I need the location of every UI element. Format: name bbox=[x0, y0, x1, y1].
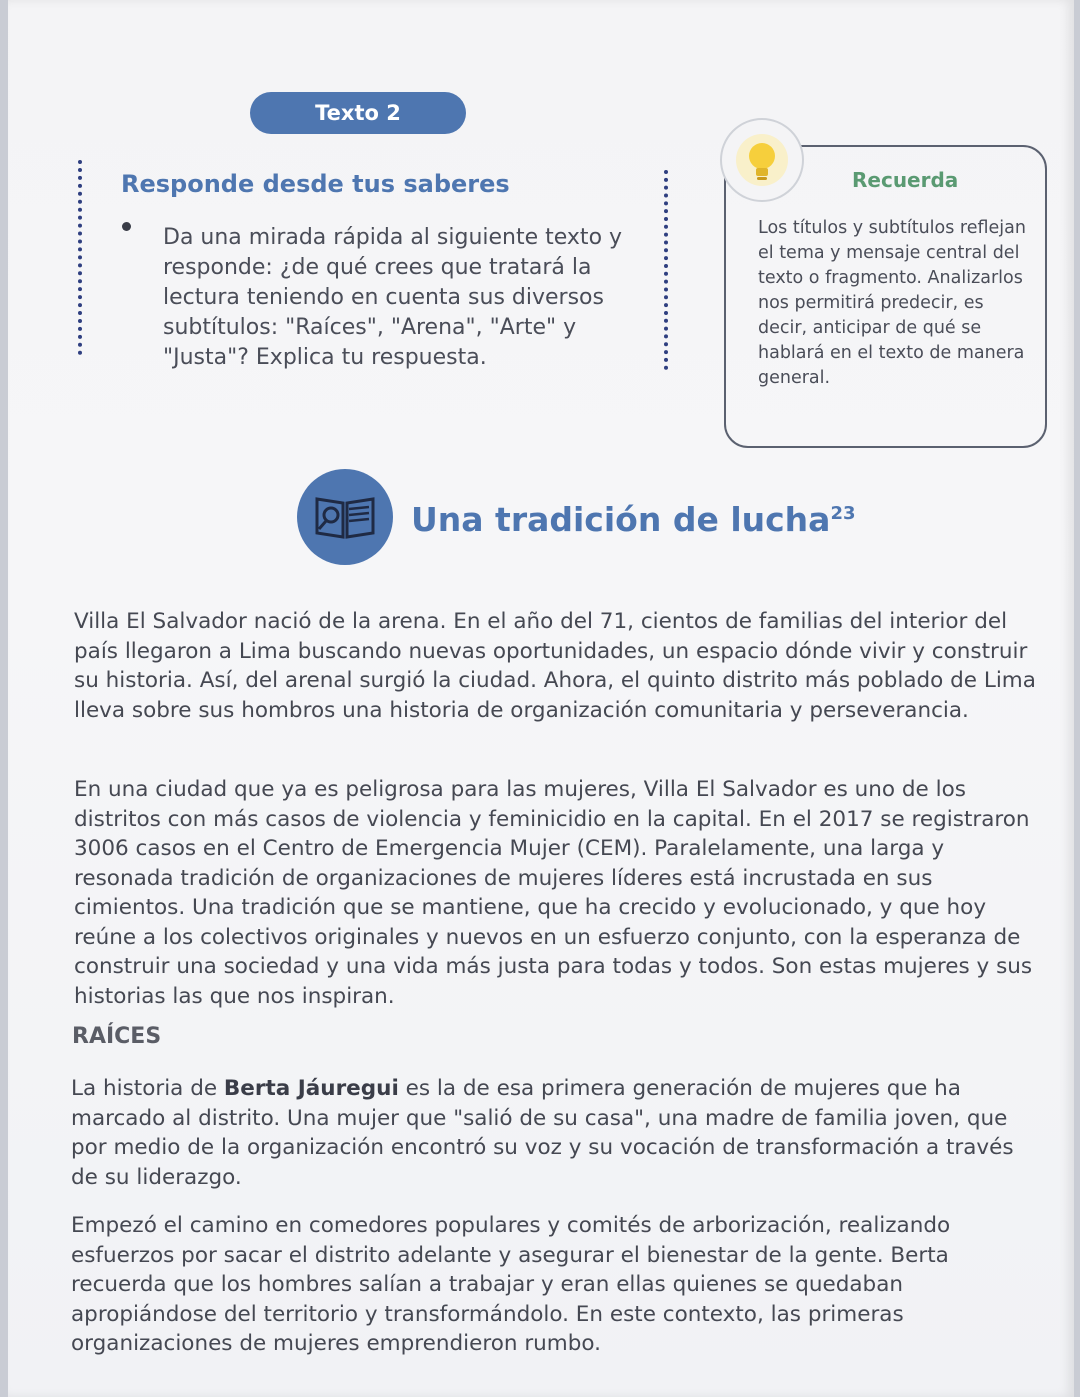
reading-book-icon bbox=[297, 469, 393, 565]
paragraph-1: Villa El Salvador nació de la arena. En el año del 71, cientos de familias del interior del país llegaron a Lima buscando nuevas oportunidades, un espacio dónde vivir y construir su historia. Así, del arenal surgió la ciudad. Ahora, el quinto distrito más poblado de Lima lleva sobre sus hombros una historia de organización comunitaria y perseverancia. bbox=[74, 609, 1036, 723]
bullet-icon bbox=[122, 222, 131, 231]
respond-heading: Responde desde tus saberes bbox=[121, 170, 510, 198]
textbook-page bbox=[8, 0, 1074, 1397]
dotted-divider-left bbox=[78, 160, 82, 355]
paragraph-3-start: La historia de bbox=[71, 1076, 224, 1101]
lightbulb-icon bbox=[720, 118, 804, 202]
text-number-pill: Texto 2 bbox=[250, 92, 466, 134]
dotted-divider-middle bbox=[664, 170, 668, 370]
paragraph-4: Empezó el camino en comedores populares y comités de arborización, realizando esfuerzos por sacar el distrito adelante y asegurar el bienestar de la gente. Berta recuerda que los hombres salían a trabajar y eran ellas quienes se quedaban apropiándose del territorio y transformándolo. En este contexto, las primeras organizaciones de mujeres emprendieron rumbo. bbox=[71, 1213, 951, 1356]
recuerda-title: Recuerda bbox=[852, 168, 959, 192]
footnote-marker: 23 bbox=[830, 503, 856, 524]
paragraph-2: En una ciudad que ya es peligrosa para las mujeres, Villa El Salvador es uno de los distritos con más casos de violencia y feminicidio en la capital. En el 2017 se registraron 3006 casos en el Centro de Emergencia Mujer (CEM). Paralelamente, una larga y resonada tradición de organizaciones de mujeres líderes está incrustada en sus cimientos. Una tradición que se mantiene, que ha crecido y evolucionado, y que hoy reúne a los colectivos originales y nuevos en un esfuerzo conjunto, con la esperanza de construir una sociedad y una vida más justa para todas y todos. Son estas mujeres y sus historias las que nos inspiran. bbox=[74, 777, 1033, 1009]
respond-prompt: Da una mirada rápida al siguiente texto y responde: ¿de qué crees que tratará la lectura teniendo en cuenta sus diversos subtítulos: "Raíces", "Arena", "Arte" y "Justa"? Explica tu respuesta. bbox=[163, 225, 623, 370]
paragraph-3 bbox=[71, 1074, 1041, 1192]
paragraph-3-end: es la de esa primera generación de mujeres que ha marcado al distrito. Una mujer que "salió de su casa", una madre de familia joven, que por medio de la organización encontró su voz y su vocación de transformación a través de su liderazgo. bbox=[71, 1076, 1014, 1190]
recuerda-text: Los títulos y subtítulos reflejan el tema y mensaje central del texto o fragmento. Analizarlos nos permitirá predecir, es decir, anticipar de qué se hablará en el texto de manera general. bbox=[758, 218, 1026, 388]
person-name-bold: Berta Jáuregui bbox=[223, 1076, 399, 1101]
article-title-text: Una tradición de lucha bbox=[411, 500, 831, 539]
section-heading-raices: RAÍCES bbox=[72, 1024, 162, 1049]
article-title bbox=[411, 500, 856, 539]
